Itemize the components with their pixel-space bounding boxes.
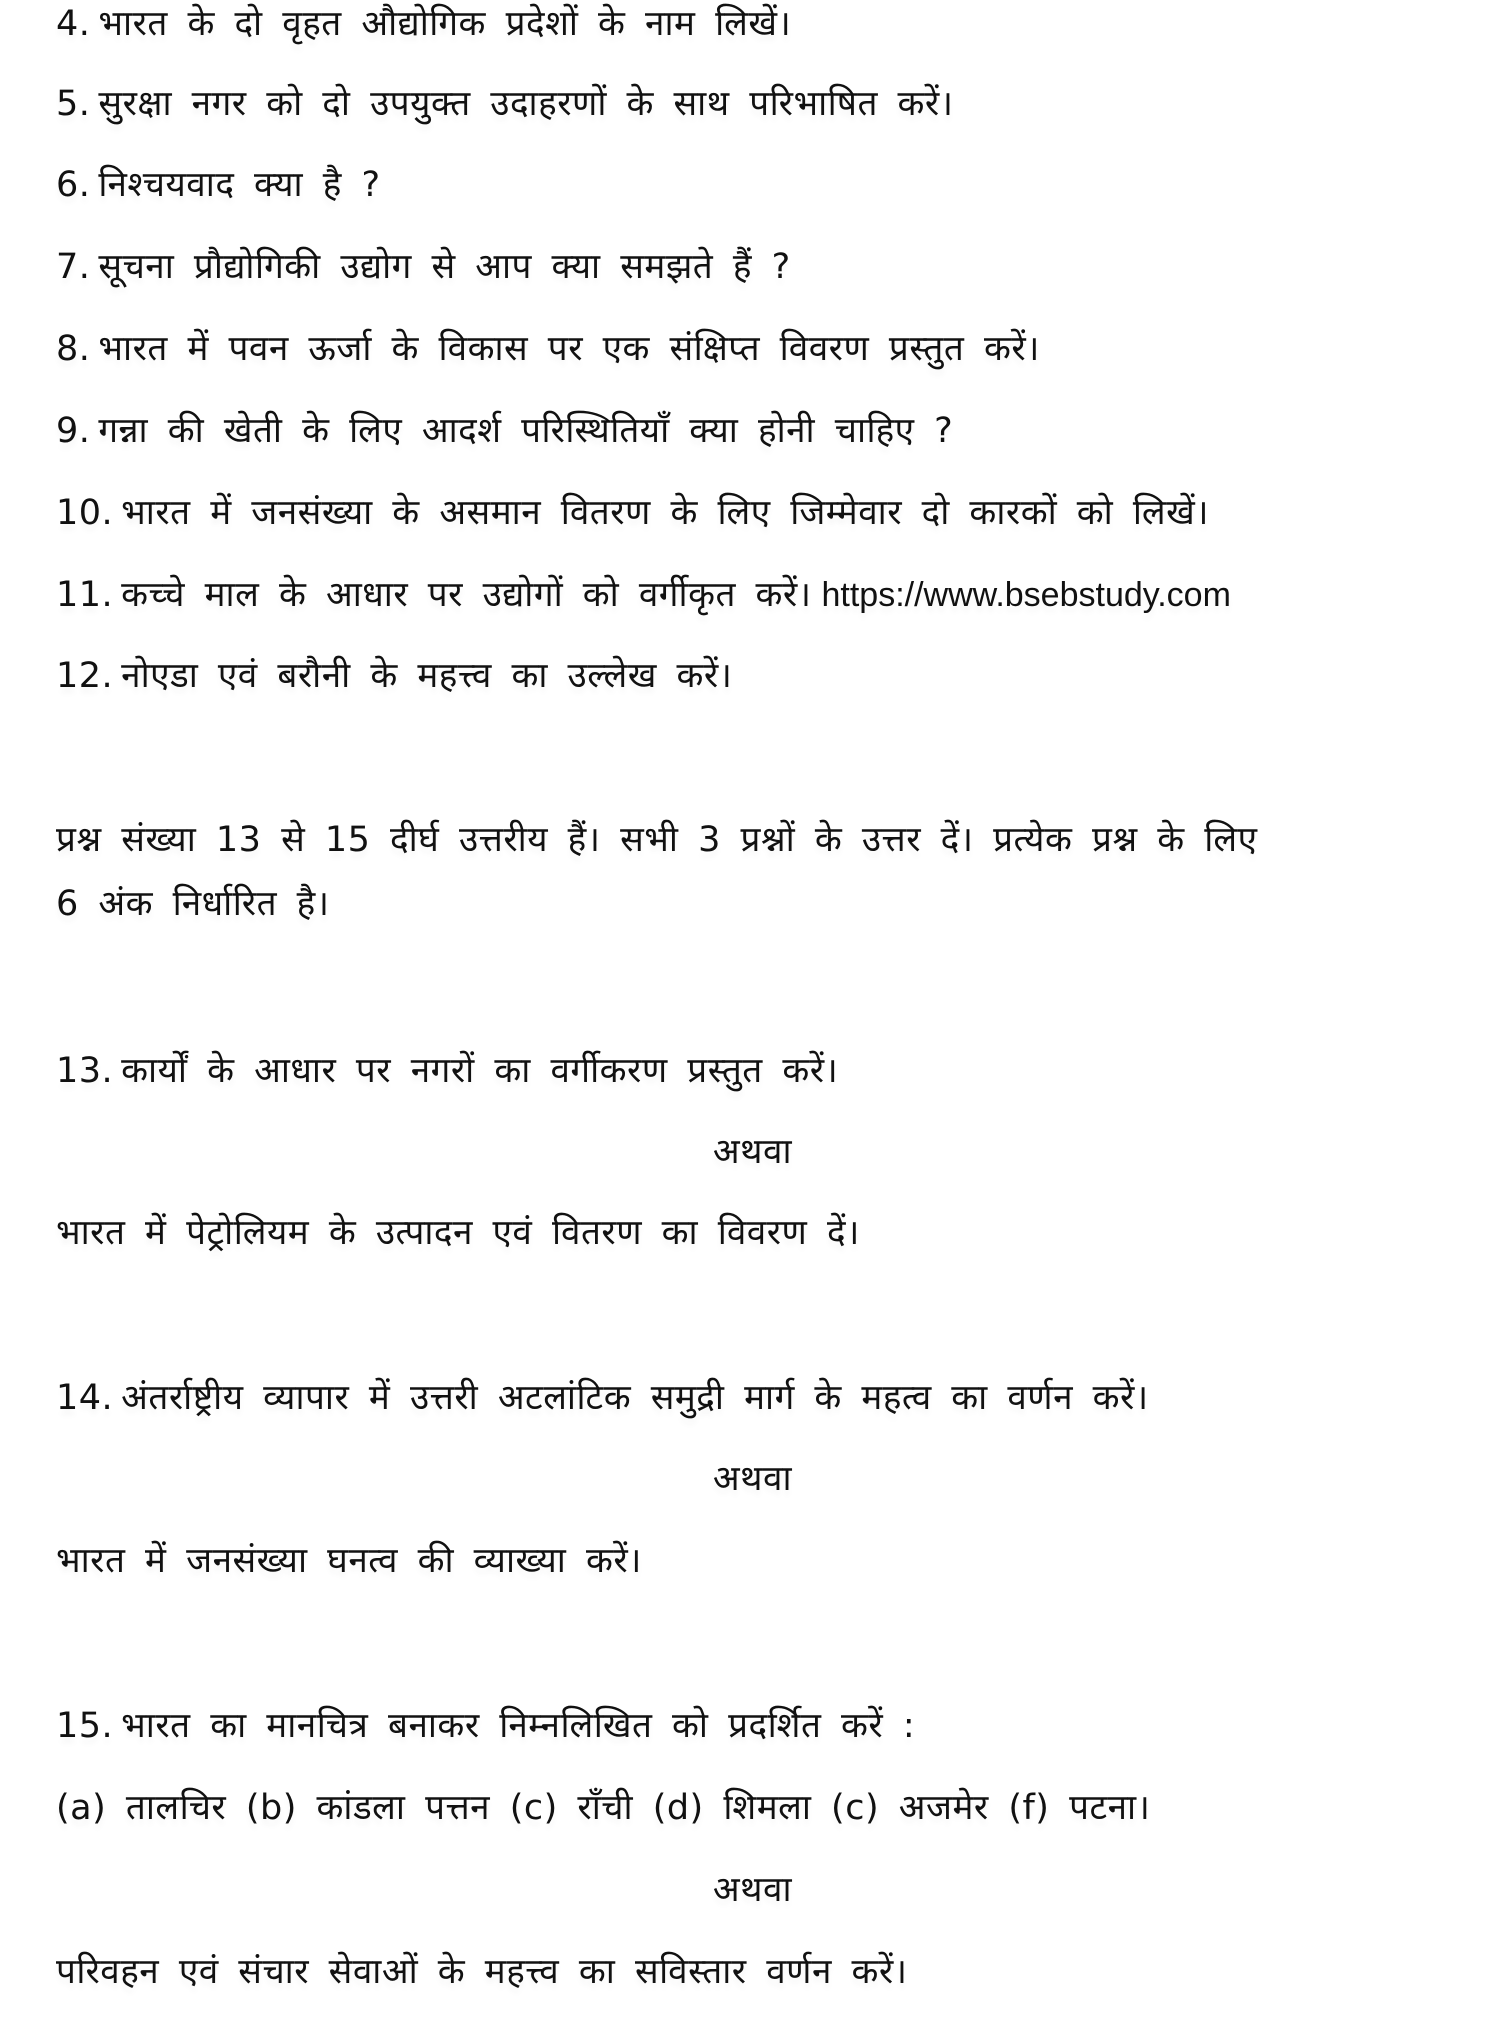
question-14-alternative: भारत में जनसंख्या घनत्व की व्याख्या करें। xyxy=(56,1541,642,1581)
question-number: 6. xyxy=(56,165,91,205)
question-text: निश्चयवाद क्या है ? xyxy=(98,165,381,205)
question-11 xyxy=(56,571,1231,619)
question-14 xyxy=(56,1374,1149,1422)
question-text: नोएडा एवं बरौनी के महत्त्व का उल्लेख करें। xyxy=(121,656,733,696)
question-4 xyxy=(56,0,791,48)
or-separator-14: अथवा xyxy=(712,1459,793,1499)
question-number: 7. xyxy=(56,247,91,287)
question-number: 14. xyxy=(56,1378,114,1418)
or-separator-15: अथवा xyxy=(712,1870,793,1910)
question-number: 9. xyxy=(56,411,91,451)
instructions-line-2: 6 अंक निर्धारित है। xyxy=(56,884,330,924)
question-text: भारत में जनसंख्या के असमान वितरण के लिए जिम्मेवार दो कारकों को लिखें। xyxy=(121,493,1210,533)
question-8 xyxy=(56,325,1040,373)
question-number: 12. xyxy=(56,656,114,696)
question-6 xyxy=(56,161,381,209)
watermark-url-link[interactable]: https://www.bsebstudy.com xyxy=(821,576,1231,614)
question-text: कच्चे माल के आधार पर उद्योगों को वर्गीकृत करें। xyxy=(121,575,812,615)
question-text: भारत में पवन ऊर्जा के विकास पर एक संक्षिप्त विवरण प्रस्तुत करें। xyxy=(98,329,1040,369)
question-number: 10. xyxy=(56,493,114,533)
question-12 xyxy=(56,652,732,700)
question-number: 8. xyxy=(56,329,91,369)
question-number: 4. xyxy=(56,4,91,44)
question-text: कार्यों के आधार पर नगरों का वर्गीकरण प्रस्तुत करें। xyxy=(121,1051,839,1091)
question-5 xyxy=(56,80,954,128)
question-text: भारत के दो वृहत औद्योगिक प्रदेशों के नाम लिखें। xyxy=(98,4,792,44)
question-text: अंतर्राष्ट्रीय व्यापार में उत्तरी अटलांटिक समुद्री मार्ग के महत्व का वर्णन करें। xyxy=(121,1378,1149,1418)
question-number: 11. xyxy=(56,575,114,615)
question-9 xyxy=(56,407,953,455)
question-13-alternative: भारत में पेट्रोलियम के उत्पादन एवं वितरण का विवरण दें। xyxy=(56,1213,860,1253)
question-text: गन्ना की खेती के लिए आदर्श परिस्थितियाँ क्या होनी चाहिए ? xyxy=(98,411,954,451)
question-number: 15. xyxy=(56,1706,114,1746)
question-number: 13. xyxy=(56,1051,114,1091)
question-text: सूचना प्रौद्योगिकी उद्योग से आप क्या समझते हैं ? xyxy=(98,247,791,287)
question-text: सुरक्षा नगर को दो उपयुक्त उदाहरणों के साथ परिभाषित करें। xyxy=(98,84,954,124)
question-13 xyxy=(56,1047,838,1095)
question-text: भारत का मानचित्र बनाकर निम्नलिखित को प्रदर्शित करें : xyxy=(121,1706,916,1746)
question-15-alternative: परिवहन एवं संचार सेवाओं के महत्त्व का सविस्तार वर्णन करें। xyxy=(56,1952,908,1992)
or-separator-13: अथवा xyxy=(712,1132,793,1172)
question-7 xyxy=(56,243,791,291)
question-number: 5. xyxy=(56,84,91,124)
question-15 xyxy=(56,1702,915,1750)
question-15-sub-items: (a) तालचिर (b) कांडला पत्तन (c) राँची (d) शिमला (c) अजमेर (f) पटना। xyxy=(56,1788,1151,1828)
instructions-line-1: प्रश्न संख्या 13 से 15 दीर्घ उत्तरीय हैं। सभी 3 प्रश्नों के उत्तर दें। प्रत्येक प्रश्न के लिए xyxy=(56,820,1258,860)
question-10 xyxy=(56,489,1209,537)
